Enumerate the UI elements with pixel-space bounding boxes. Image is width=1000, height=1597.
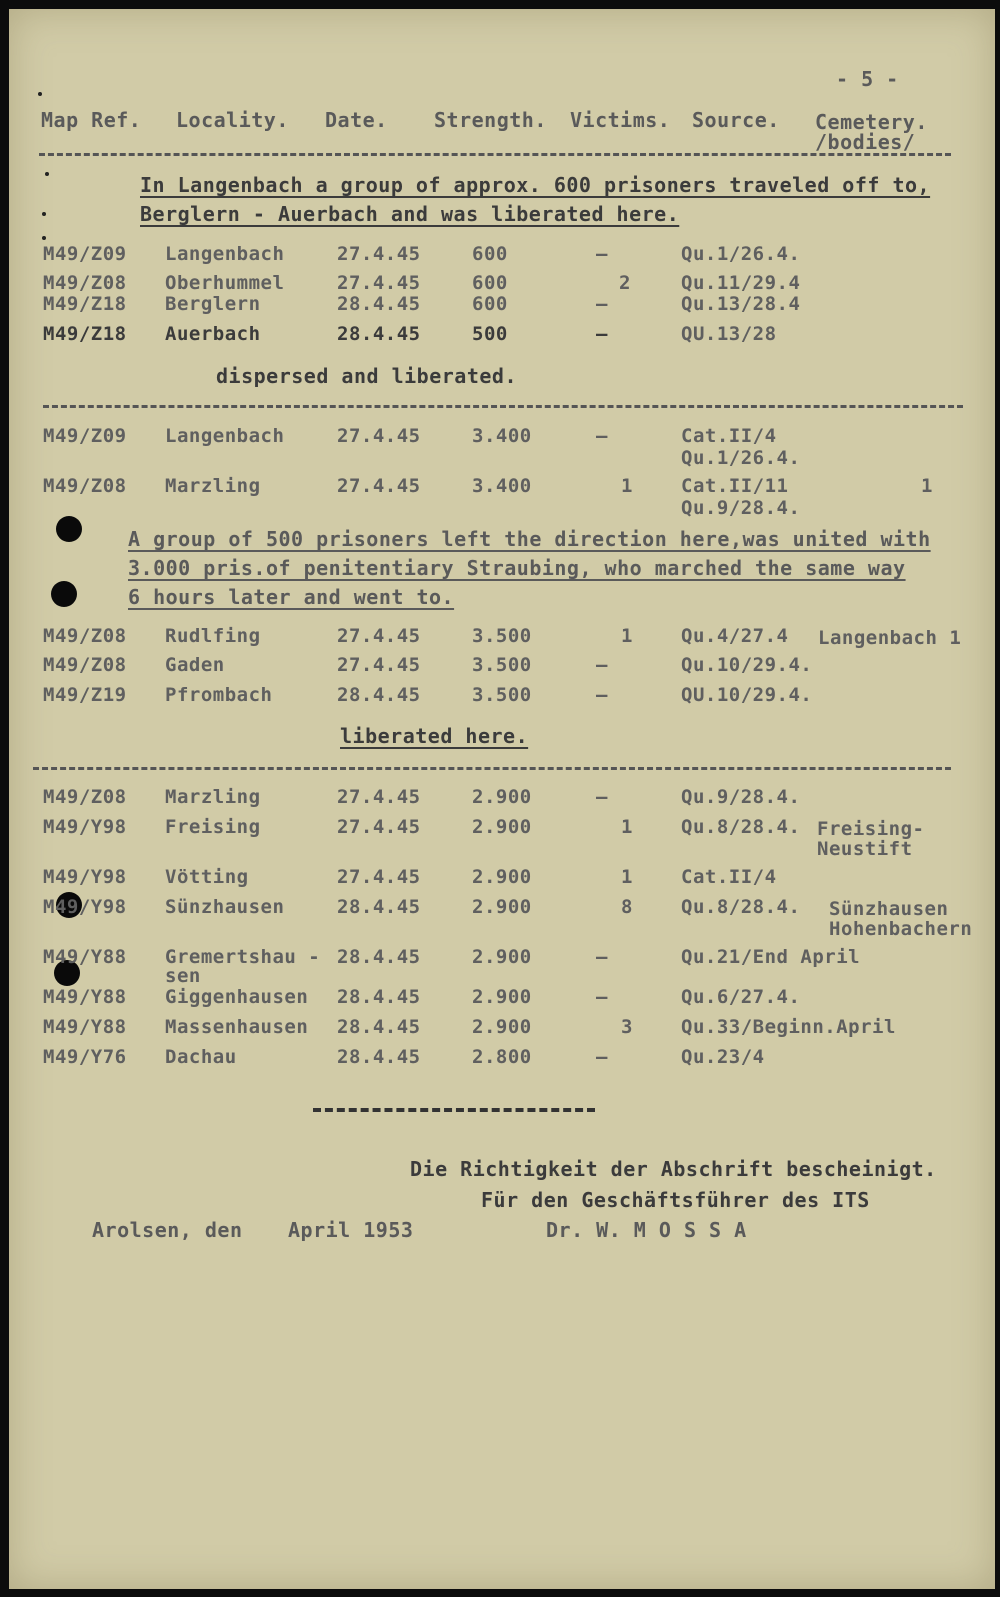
table-row-map-ref: M49/Y98: [43, 896, 127, 918]
table-row-locality: Berglern: [165, 293, 261, 315]
table-row-strength: 2.900: [472, 866, 532, 888]
table-row-map-ref: M49/Y88: [43, 1016, 127, 1038]
group1-intro: In Langenbach a group of approx. 600 prisoners traveled off to,: [140, 173, 931, 197]
table-row-strength: 600: [472, 293, 508, 315]
table-row-source: Qu.6/27.4.: [681, 986, 801, 1008]
table-row-date: 27.4.45: [337, 786, 421, 808]
table-row-locality: Massenhausen: [165, 1016, 309, 1038]
table-row-date: 28.4.45: [337, 1016, 421, 1038]
table-row-source: QU.13/28: [681, 323, 777, 345]
table-row-victims: 1: [621, 475, 633, 497]
table-row-date: 28.4.45: [337, 946, 421, 968]
table-row-map-ref: M49/Z08: [43, 786, 127, 808]
table-row-victims: 1: [621, 625, 633, 647]
divider: [33, 767, 951, 770]
table-row-source: Qu.8/28.4.: [681, 816, 801, 838]
table-row-map-ref: M49/Y88: [43, 946, 127, 968]
table-row-date: 28.4.45: [337, 293, 421, 315]
header-source: Source.: [692, 108, 780, 132]
header-victims: Victims.: [570, 108, 671, 132]
table-row-strength: 2.900: [472, 816, 532, 838]
header-strength: Strength.: [434, 108, 547, 132]
table-row-locality: Giggenhausen: [165, 986, 309, 1008]
table-row-source: Qu.21/End April: [681, 946, 861, 968]
table-row-victims: 1: [621, 816, 633, 838]
table-row-strength: 3.500: [472, 654, 532, 676]
table-row-date: 28.4.45: [337, 896, 421, 918]
table-row-locality: Auerbach: [165, 323, 261, 345]
table-row-source: Qu.23/4: [681, 1046, 765, 1068]
table-row-victims: —: [596, 946, 608, 968]
table-row-cemetery: Langenbach 1: [818, 627, 962, 649]
table-row-date: 27.4.45: [337, 475, 421, 497]
certification-line: Die Richtigkeit der Abschrift bescheinigt.: [410, 1157, 937, 1181]
table-row-strength: 3.400: [472, 475, 532, 497]
table-row-locality: Dachau: [165, 1046, 237, 1068]
table-row-map-ref: M49/Z18: [43, 293, 127, 315]
table-row-map-ref: M49/Y98: [43, 816, 127, 838]
header-date: Date.: [325, 108, 388, 132]
divider: [39, 153, 951, 156]
table-row-source: Qu.8/28.4.: [681, 896, 801, 918]
table-row-victims: 2: [619, 272, 631, 294]
table-row-cemetery: 1: [921, 475, 933, 497]
month-year: April 1953: [288, 1218, 414, 1242]
table-row-date: 28.4.45: [337, 684, 421, 706]
table-row-map-ref: M49/Z08: [43, 272, 127, 294]
table-row-strength: 3.500: [472, 625, 532, 647]
table-row-locality: Marzling: [165, 786, 261, 808]
table-row-map-ref: M49/Z08: [43, 654, 127, 676]
header-cemetery: Cemetery.: [815, 110, 928, 134]
table-row-strength: 600: [472, 272, 508, 294]
table-row-map-ref: M49/Z09: [43, 425, 127, 447]
table-row-cemetery-2: Hohenbachern: [829, 918, 973, 940]
table-row-locality: Pfrombach: [165, 684, 273, 706]
group1-intro: Berglern - Auerbach and was liberated here.: [140, 202, 680, 226]
certification-line: Für den Geschäftsführer des ITS: [481, 1188, 870, 1212]
group2-note: A group of 500 prisoners left the direction here,was united with: [128, 527, 931, 551]
place-date: Arolsen, den: [92, 1218, 243, 1242]
table-row-map-ref: M49/Y76: [43, 1046, 127, 1068]
table-row-date: 28.4.45: [337, 986, 421, 1008]
table-row-victims: 3: [621, 1016, 633, 1038]
table-row-source: Qu.4/27.4: [681, 625, 789, 647]
table-row-source: Cat.II/4: [681, 866, 777, 888]
table-row-victims: 1: [621, 866, 633, 888]
speck: [42, 212, 46, 216]
table-row-date: 27.4.45: [337, 866, 421, 888]
table-row-date: 27.4.45: [337, 425, 421, 447]
table-row-victims: —: [596, 293, 608, 315]
table-row-source: Cat.II/11: [681, 475, 789, 497]
table-row-source: Qu.11/29.4: [681, 272, 801, 294]
table-row-map-ref: M49/Y88: [43, 986, 127, 1008]
end-divider: [313, 1108, 595, 1112]
table-row-victims: —: [596, 684, 608, 706]
table-row-source: Qu.13/28.4: [681, 293, 801, 315]
table-row-map-ref: M49/Z18: [43, 323, 127, 345]
table-row-map-ref: M49/Z08: [43, 475, 127, 497]
table-row-strength: 500: [472, 323, 508, 345]
punch-hole: [56, 516, 82, 542]
table-row-source: Qu.1/26.4.: [681, 243, 801, 265]
table-row-strength: 2.900: [472, 1016, 532, 1038]
table-row-date: 27.4.45: [337, 816, 421, 838]
speck: [38, 92, 42, 96]
table-row-strength: 3.400: [472, 425, 532, 447]
table-row-strength: 2.900: [472, 786, 532, 808]
table-row-source: Qu.9/28.4.: [681, 786, 801, 808]
header-cemetery-bodies: /bodies/: [815, 130, 916, 154]
table-row-locality: Gremertshau -: [165, 946, 321, 968]
table-row-source: Cat.II/4: [681, 425, 777, 447]
table-row-strength: 2.900: [472, 946, 532, 968]
header-map-ref: Map Ref.: [41, 108, 142, 132]
table-row-date: 28.4.45: [337, 1046, 421, 1068]
table-row-locality: Marzling: [165, 475, 261, 497]
group1-footer: dispersed and liberated.: [216, 364, 517, 388]
table-row-map-ref: M49/Z09: [43, 243, 127, 265]
table-row-victims: —: [596, 1046, 608, 1068]
table-row-strength: 2.900: [472, 896, 532, 918]
table-row-locality: Vötting: [165, 866, 249, 888]
table-row-victims: 8: [621, 896, 633, 918]
divider: [43, 405, 963, 408]
table-row-cemetery: Sünzhausen: [829, 898, 949, 920]
table-row-victims: —: [596, 323, 608, 345]
table-row-map-ref: M49/Z08: [43, 625, 127, 647]
table-row-cemetery-2: Neustift: [817, 838, 913, 860]
table-row-victims: —: [596, 425, 608, 447]
speck: [45, 172, 49, 176]
table-row-source: QU.10/29.4.: [681, 684, 813, 706]
document-page: [9, 9, 995, 1589]
table-row-strength: 600: [472, 243, 508, 265]
table-row-cemetery: Freising-: [817, 818, 925, 840]
table-row-date: 27.4.45: [337, 272, 421, 294]
group2-note: 6 hours later and went to.: [128, 585, 455, 609]
table-row-locality: Oberhummel: [165, 272, 285, 294]
header-locality: Locality.: [176, 108, 289, 132]
table-row-source-2: Qu.1/26.4.: [681, 447, 801, 469]
page-number: - 5 -: [836, 67, 899, 91]
speck: [42, 236, 46, 240]
table-row-locality: Langenbach: [165, 243, 285, 265]
table-row-map-ref: M49/Z19: [43, 684, 127, 706]
group2-footer: liberated here.: [340, 724, 529, 748]
table-row-strength: 2.800: [472, 1046, 532, 1068]
table-row-date: 28.4.45: [337, 323, 421, 345]
table-row-source: Qu.33/Beginn.April: [681, 1016, 896, 1038]
table-row-source: Qu.10/29.4.: [681, 654, 813, 676]
table-row-victims: —: [596, 786, 608, 808]
table-row-map-ref: M49/Y98: [43, 866, 127, 888]
group2-note: 3.000 pris.of penitentiary Straubing, who marched the same way: [128, 556, 906, 580]
table-row-victims: —: [596, 986, 608, 1008]
table-row-locality: Langenbach: [165, 425, 285, 447]
table-row-date: 27.4.45: [337, 625, 421, 647]
table-row-victims: —: [596, 654, 608, 676]
punch-hole: [51, 581, 77, 607]
table-row-strength: 3.500: [472, 684, 532, 706]
signatory: Dr. W. M O S S A: [546, 1218, 747, 1242]
table-row-source-2: Qu.9/28.4.: [681, 497, 801, 519]
table-row-date: 27.4.45: [337, 243, 421, 265]
table-row-strength: 2.900: [472, 986, 532, 1008]
table-row-locality: Freising: [165, 816, 261, 838]
table-row-locality: Sünzhausen: [165, 896, 285, 918]
table-row-victims: —: [596, 243, 608, 265]
table-row-date: 27.4.45: [337, 654, 421, 676]
table-row-locality-2: sen: [165, 965, 201, 987]
table-row-locality: Gaden: [165, 654, 225, 676]
table-row-locality: Rudlfing: [165, 625, 261, 647]
